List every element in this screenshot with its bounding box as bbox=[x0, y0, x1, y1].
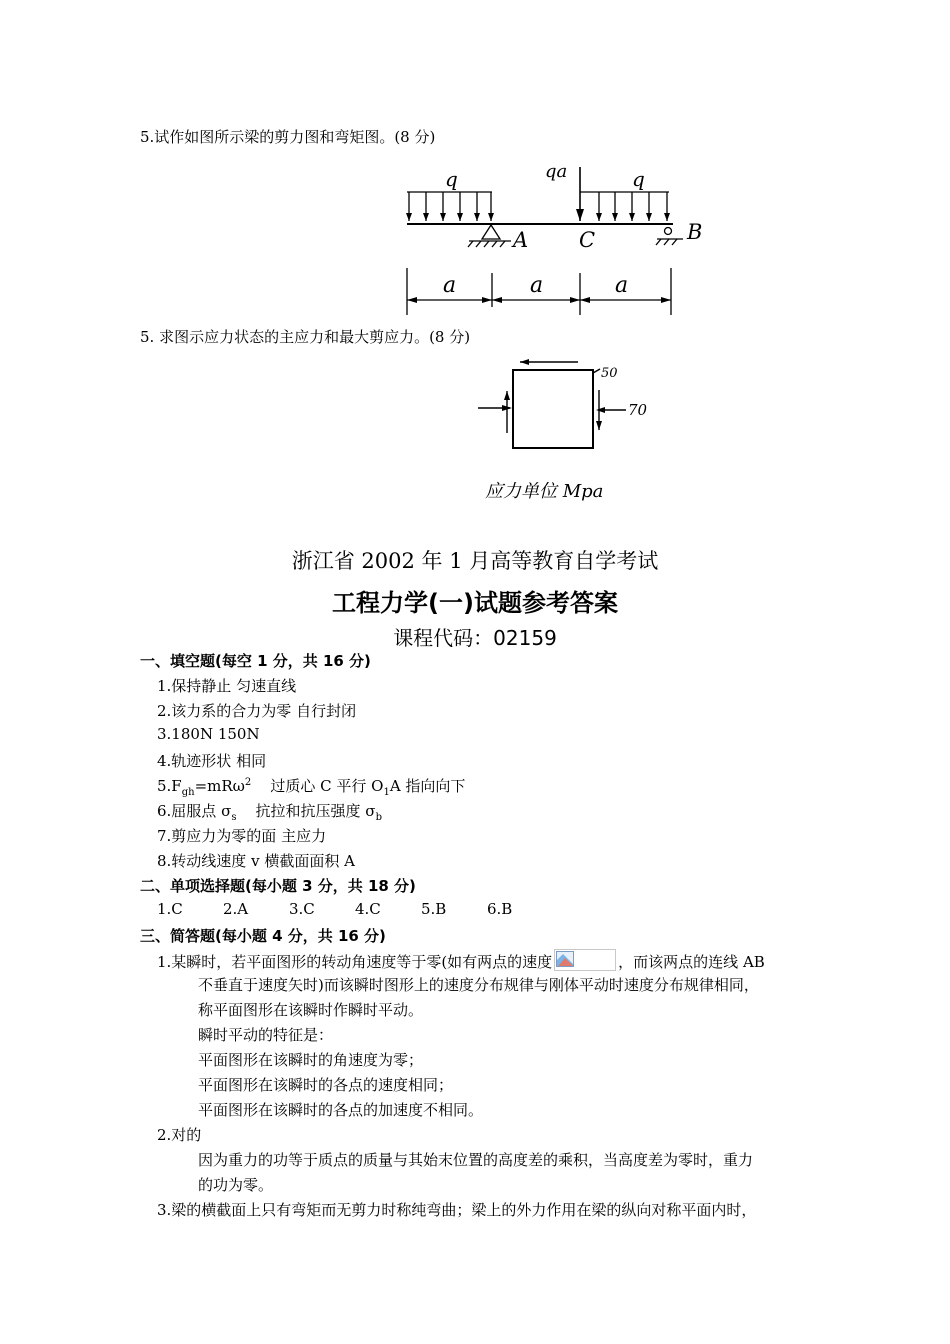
section-short-title: 三、简答题(每小题 4 分，共 16 分) bbox=[140, 927, 386, 945]
q-right-label: q bbox=[632, 167, 645, 191]
section-choice-title: 二、单项选择题(每小题 3 分，共 18 分) bbox=[140, 877, 416, 895]
short-answer-3-line-1: 3.梁的横截面上只有弯矩而无剪力时称纯弯曲；梁上的外力作用在梁的纵向对称平面内时， bbox=[157, 1201, 757, 1219]
sigma-value-label: 70 bbox=[628, 401, 648, 419]
beam-diagram bbox=[395, 155, 715, 320]
point-c-label: C bbox=[579, 228, 596, 252]
section-fill-title: 一、填空题(每空 1 分，共 16 分) bbox=[140, 652, 371, 670]
short-answer-1-line-1: 1.某瞬时，若平面图形的转动角速度等于零(如有两点的速度 ，而该两点的连线 AB bbox=[157, 949, 765, 972]
short-answer-2-line-1: 2.对的 bbox=[157, 1126, 202, 1144]
short-answer-1-line-4: 瞬时平动的特征是： bbox=[198, 1026, 334, 1044]
choice-answers bbox=[157, 900, 553, 918]
course-code: 课程代码：02159 bbox=[393, 626, 557, 650]
qa-label: qa bbox=[545, 161, 568, 182]
choice-answer-2: 2.A bbox=[223, 900, 249, 918]
choice-answer-3: 3.C bbox=[289, 900, 315, 918]
fill-answer-8: 8.转动线速度 v 横截面面积 A bbox=[157, 852, 355, 870]
tau-value-label: 50 bbox=[601, 366, 618, 381]
fill-answer-7: 7.剪应力为零的面 主应力 bbox=[157, 827, 327, 845]
fill-answer-3: 3.180N 150N bbox=[157, 725, 260, 743]
dim-a3-label: a bbox=[615, 273, 629, 298]
dim-a2-label: a bbox=[530, 273, 544, 298]
fill-answer-5: $5.F_{gh}=mR\omega^2$ 过质心 C 平行 $O_1A$ 指向向下 bbox=[157, 777, 466, 798]
short-answer-1-line-5: 平面图形在该瞬时的角速度为零； bbox=[198, 1051, 424, 1069]
short-answer-1-line-7: 平面图形在该瞬时的各点的加速度不相同。 bbox=[198, 1101, 484, 1119]
fill-answer-2: 2.该力系的合力为零 自行封闭 bbox=[157, 702, 357, 720]
fill-answer-4: 4.轨迹形状 相同 bbox=[157, 752, 267, 770]
broken-image-icon bbox=[554, 949, 616, 971]
short-answer-1-line-2: 不垂直于速度矢时)而该瞬时图形上的速度分布规律与刚体平动时速度分布规律相同， bbox=[198, 976, 759, 994]
question-5-beam: 5.试作如图所示梁的剪力图和弯矩图。(8 分) bbox=[140, 128, 436, 146]
stress-element-diagram bbox=[470, 355, 660, 515]
stress-unit-label: 应力单位 Mpa bbox=[485, 481, 604, 502]
choice-answer-5: 5.B bbox=[421, 900, 447, 918]
q-left-label: q bbox=[445, 167, 458, 191]
answer-key-title: 工程力学(一)试题参考答案 bbox=[332, 589, 618, 617]
point-b-label: B bbox=[687, 220, 703, 244]
choice-answer-6: 6.B bbox=[487, 900, 513, 918]
choice-answer-4: 4.C bbox=[355, 900, 381, 918]
question-5-stress: 5. 求图示应力状态的主应力和最大剪应力。(8 分) bbox=[140, 328, 471, 346]
short-answer-2-line-3: 的功为零。 bbox=[198, 1176, 274, 1194]
dim-a1-label: a bbox=[443, 273, 457, 298]
short-answer-1-line-6: 平面图形在该瞬时的各点的速度相同； bbox=[198, 1076, 454, 1094]
fill-answer-6: 6.屈服点 $\sigma_s$ 抗拉和抗压强度 $\sigma_b$ bbox=[157, 802, 382, 823]
exam-title: 浙江省 2002 年 1 月高等教育自学考试 bbox=[291, 549, 659, 573]
short-answer-1-line-3: 称平面图形在该瞬时作瞬时平动。 bbox=[198, 1001, 424, 1019]
choice-answer-1: 1.C bbox=[157, 900, 183, 918]
point-a-label: A bbox=[513, 228, 529, 252]
short-answer-2-line-2: 因为重力的功等于质点的质量与其始末位置的高度差的乘积，当高度差为零时，重力 bbox=[198, 1151, 754, 1169]
fill-answer-1: 1.保持静止 匀速直线 bbox=[157, 677, 297, 695]
